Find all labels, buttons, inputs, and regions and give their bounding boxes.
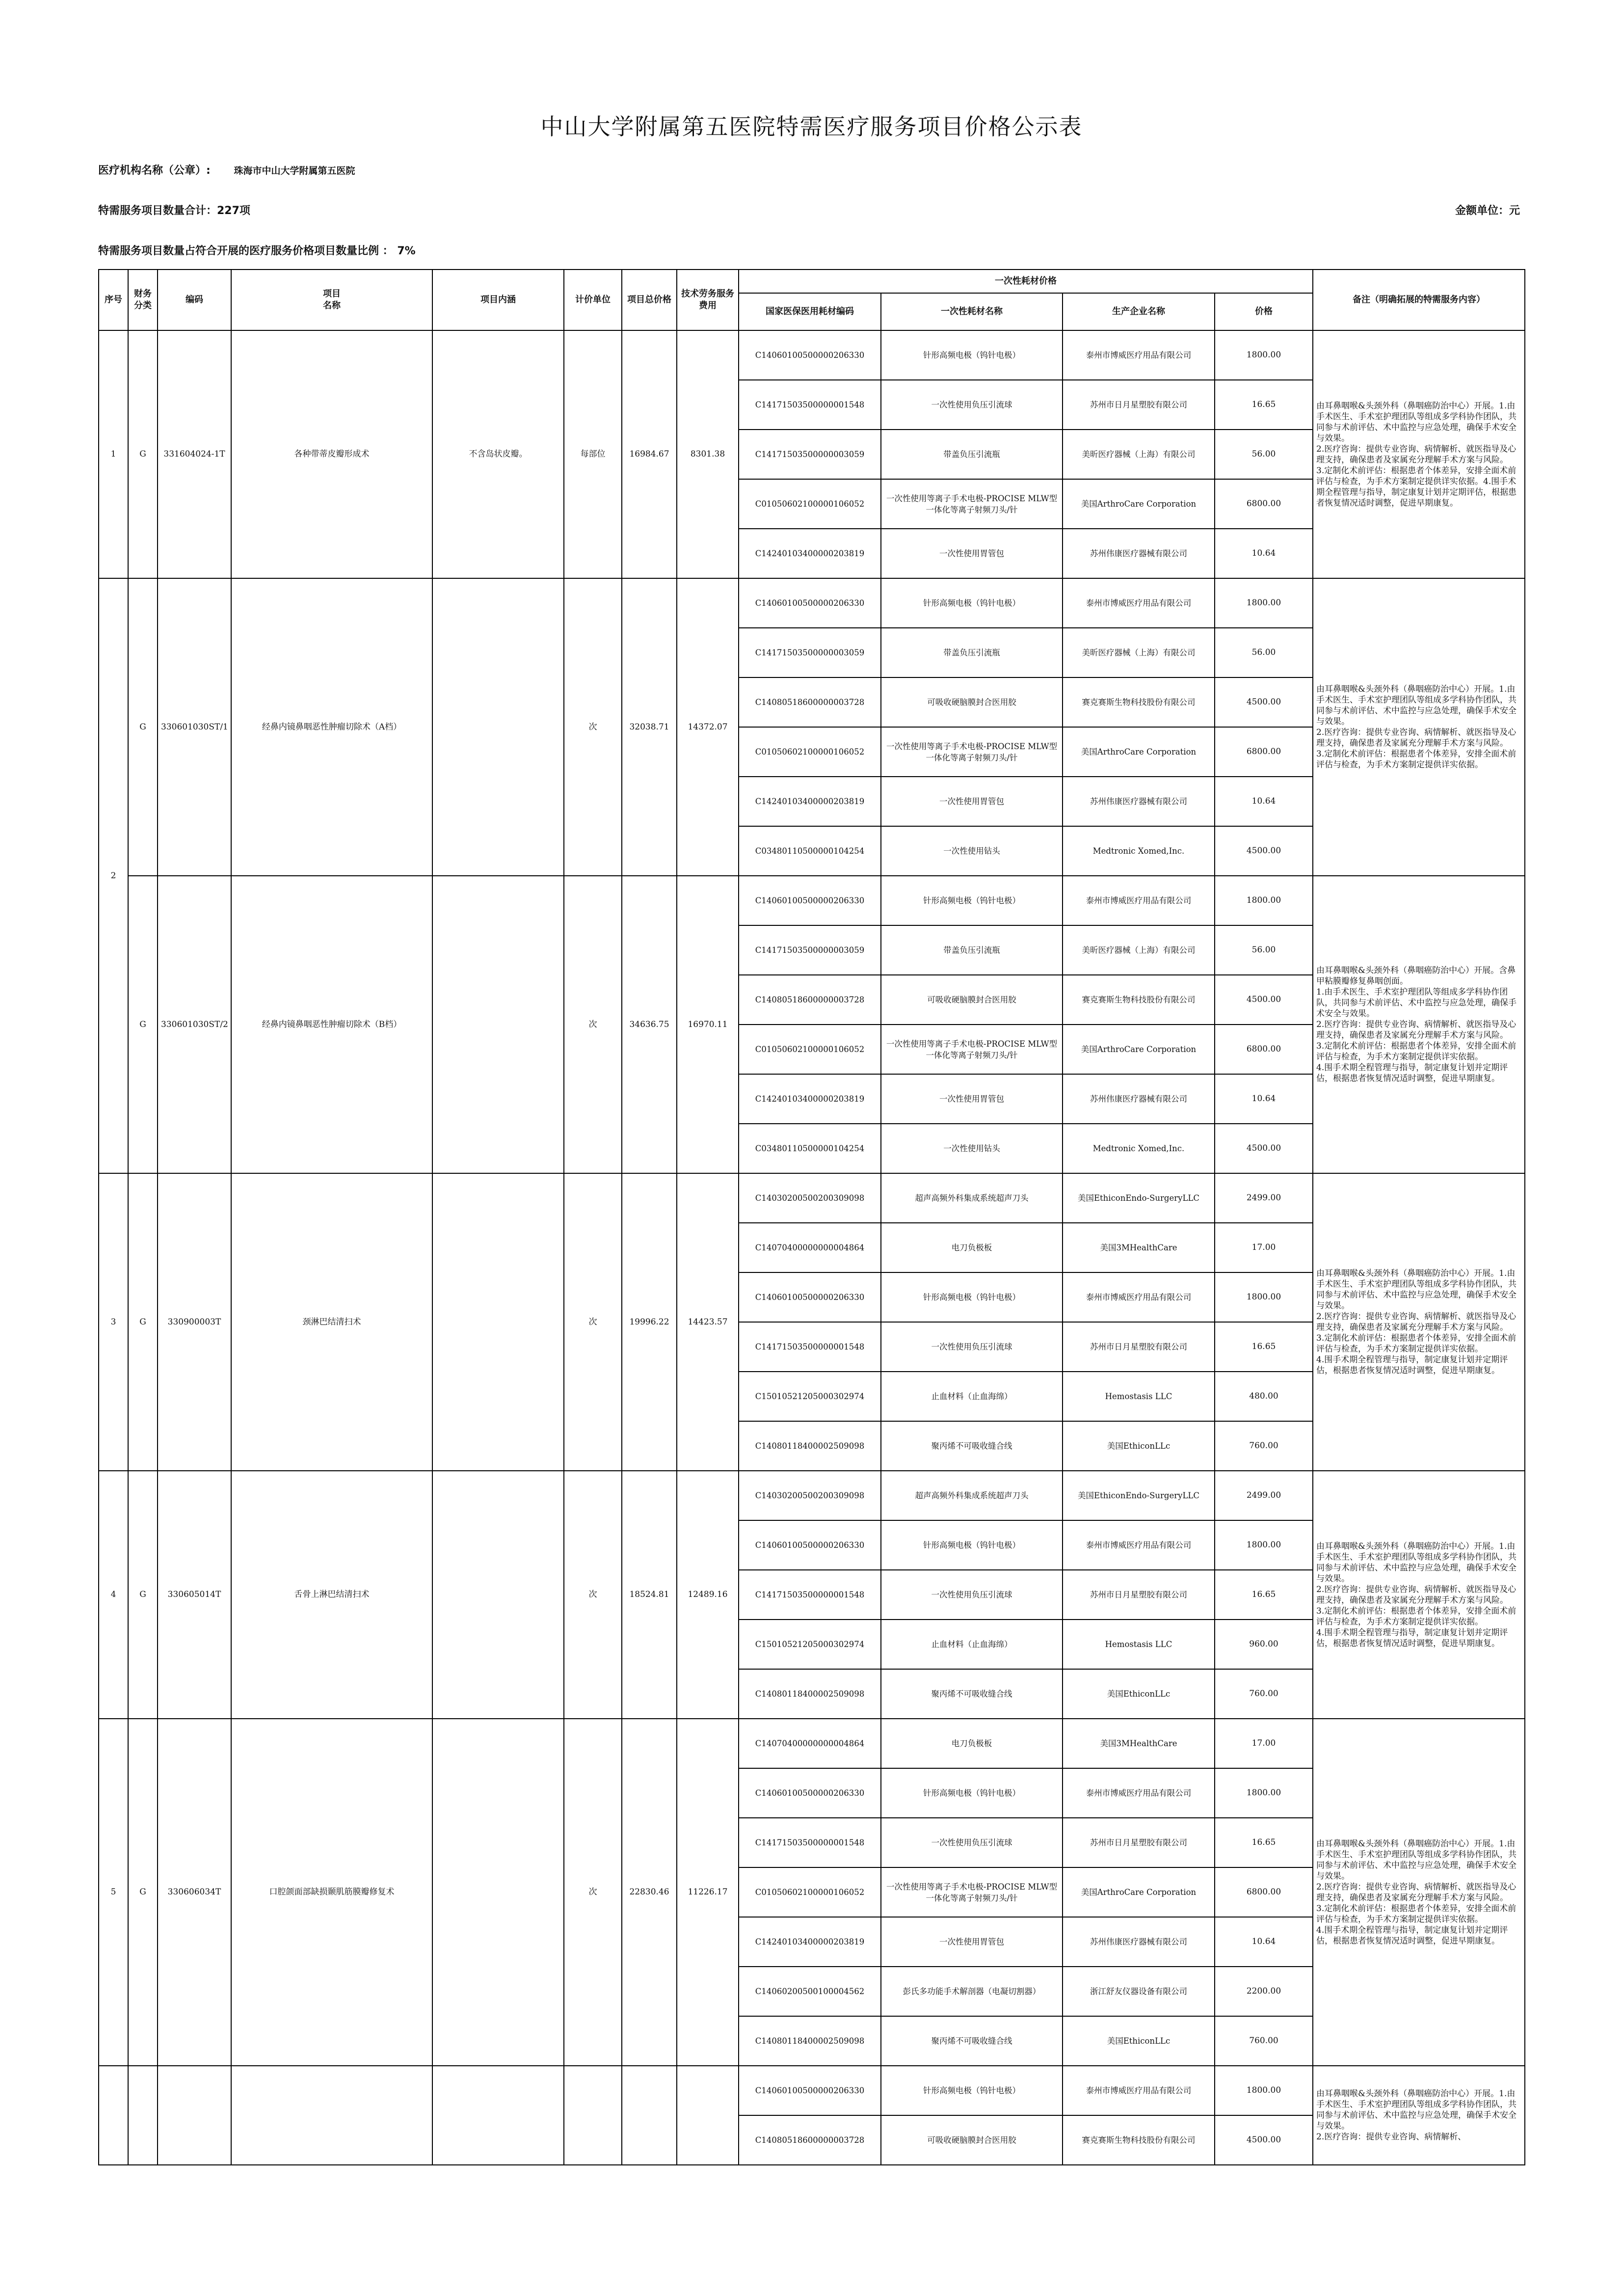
cell-note (1313, 330, 1525, 578)
cell-material-name: 针形高频电极（钨针电极） (881, 578, 1063, 628)
note-text: 由耳鼻咽喉&头颈外科（鼻咽癌防治中心）开展。1.由手术医生、手术室护理团队等组成多学科协作团队，共同参与术前评估、术中监控与应急处理，确保手术安全与效果。 2.医疗咨询：提供专业咨询、病情解析、 (1316, 2089, 1517, 2142)
cell-material-name: 可吸收硬脑膜封合医用胶 (881, 975, 1063, 1025)
cell-material-name: 超声高频外科集成系统超声刀头 (881, 1471, 1063, 1520)
cell-material-name: 针形高频电极（钨针电极） (881, 1272, 1063, 1322)
cell-material-name: 一次性使用胃管包 (881, 1074, 1063, 1124)
cell-material-name: 止血材料（止血海绵） (881, 1620, 1063, 1669)
cell-material-price: 2499.00 (1215, 1471, 1313, 1520)
cell-material-name: 一次性使用负压引流球 (881, 1818, 1063, 1867)
cell-content (432, 1719, 564, 2066)
cell-material-name: 可吸收硬脑膜封合医用胶 (881, 677, 1063, 727)
cell-total: 19996.22 (622, 1173, 677, 1471)
cell-material-price: 56.00 (1215, 430, 1313, 479)
cell-labor (677, 2066, 739, 2165)
price-table (98, 269, 1525, 2165)
institution-label: 医疗机构名称（公章）: (98, 164, 211, 177)
cell-name (231, 2066, 432, 2165)
cell-material-name: 一次性使用负压引流球 (881, 1322, 1063, 1372)
cell-material-price: 6800.00 (1215, 479, 1313, 529)
cell-material-name: 针形高频电极（钨针电极） (881, 330, 1063, 380)
cell-material-price: 16.65 (1215, 1570, 1313, 1620)
cell-manufacturer: 苏州市日月星塑胶有限公司 (1063, 1818, 1215, 1867)
header-content: 项目内涵 (432, 270, 564, 330)
cell-material-code: C14060100500000206330 (739, 2066, 881, 2115)
header-firm: 生产企业名称 (1063, 293, 1215, 330)
cell-manufacturer: Medtronic Xomed,Inc. (1063, 1124, 1215, 1173)
ratio-line: 特需服务项目数量占符合开展的医疗服务价格项目数量比例 ： 7% (98, 245, 416, 257)
cell-unit: 次 (564, 1173, 622, 1471)
cell-fin: G (128, 578, 158, 876)
cell-material-code: C14080118400002509098 (739, 1421, 881, 1471)
cell-manufacturer: 赛克赛斯生物科技股份有限公司 (1063, 2115, 1215, 2165)
cell-material-code: C01050602100000106052 (739, 727, 881, 777)
cell-fin: G (128, 330, 158, 578)
cell-material-price: 17.00 (1215, 1719, 1313, 1768)
cell-material-code: C14060100500000206330 (739, 1272, 881, 1322)
cell-material-price: 16.65 (1215, 1322, 1313, 1372)
cell-labor: 12489.16 (677, 1471, 739, 1719)
currency-unit: 金额单位：元 (1455, 205, 1520, 217)
cell-material-code: C14171503500000001548 (739, 1570, 881, 1620)
cell-manufacturer: 赛克赛斯生物科技股份有限公司 (1063, 677, 1215, 727)
cell-material-name: 超声高频外科集成系统超声刀头 (881, 1173, 1063, 1223)
cell-material-name: 聚丙烯不可吸收缝合线 (881, 1421, 1063, 1471)
cell-manufacturer: 泰州市博威医疗用品有限公司 (1063, 2066, 1215, 2115)
cell-manufacturer: 美国3MHealthCare (1063, 1719, 1215, 1768)
cell-material-code: C14060100500000206330 (739, 578, 881, 628)
header-code: 编码 (158, 270, 231, 330)
cell-material-price: 56.00 (1215, 628, 1313, 677)
cell-fin: G (128, 876, 158, 1173)
institution-line (98, 162, 355, 177)
cell-material-code: C14240103400000203819 (739, 1917, 881, 1967)
cell-name: 舌骨上淋巴结清扫术 (231, 1471, 432, 1719)
header-labor: 技术劳务服务费用 (677, 270, 739, 330)
cell-total (622, 2066, 677, 2165)
cell-name: 经鼻内镜鼻咽恶性肿瘤切除术（A档） (231, 578, 432, 876)
cell-code (158, 2066, 231, 2165)
header-seq: 序号 (99, 270, 128, 330)
cell-name: 颈淋巴结清扫术 (231, 1173, 432, 1471)
cell-material-name: 带盖负压引流瓶 (881, 925, 1063, 975)
cell-unit: 每部位 (564, 330, 622, 578)
cell-material-name: 可吸收硬脑膜封合医用胶 (881, 2115, 1063, 2165)
cell-material-price: 4500.00 (1215, 2115, 1313, 2165)
header-mcode: 国家医保医用耗材编码 (739, 293, 881, 330)
cell-fin: G (128, 1471, 158, 1719)
cell-fin: G (128, 1719, 158, 2066)
cell-manufacturer: 苏州市日月星塑胶有限公司 (1063, 380, 1215, 430)
cell-labor: 14372.07 (677, 578, 739, 876)
cell-note (1313, 2066, 1525, 2165)
cell-material-code: C14080518600000003728 (739, 677, 881, 727)
cell-material-code: C14080118400002509098 (739, 2016, 881, 2066)
cell-material-name: 一次性使用胃管包 (881, 529, 1063, 578)
cell-unit (564, 2066, 622, 2165)
cell-note (1313, 1471, 1525, 1719)
cell-material-name: 彭氏多功能手术解剖器（电凝切割器） (881, 1967, 1063, 2016)
cell-material-price: 56.00 (1215, 925, 1313, 975)
cell-code: 330900003T (158, 1173, 231, 1471)
cell-name: 经鼻内镜鼻咽恶性肿瘤切除术（B档） (231, 876, 432, 1173)
cell-labor: 16970.11 (677, 876, 739, 1173)
cell-labor: 8301.38 (677, 330, 739, 578)
cell-manufacturer: Medtronic Xomed,Inc. (1063, 826, 1215, 876)
cell-material-code: C14171503500000003059 (739, 925, 881, 975)
table-row (99, 2066, 1525, 2115)
cell-material-price: 1800.00 (1215, 2066, 1313, 2115)
cell-total: 32038.71 (622, 578, 677, 876)
cell-total: 34636.75 (622, 876, 677, 1173)
cell-unit: 次 (564, 1719, 622, 2066)
cell-manufacturer: 苏州伟康医疗器械有限公司 (1063, 1917, 1215, 1967)
header-name-text: 项目 名称 (323, 289, 341, 311)
cell-seq: 4 (99, 1471, 128, 1719)
cell-material-name: 针形高频电极（钨针电极） (881, 2066, 1063, 2115)
cell-material-code: C14080518600000003728 (739, 2115, 881, 2165)
cell-material-price: 1800.00 (1215, 1768, 1313, 1818)
cell-fin: G (128, 1173, 158, 1471)
cell-manufacturer: 苏州伟康医疗器械有限公司 (1063, 777, 1215, 826)
cell-material-price: 6800.00 (1215, 1025, 1313, 1074)
cell-material-code: C01050602100000106052 (739, 1025, 881, 1074)
cell-manufacturer: 美国EthiconLLc (1063, 1421, 1215, 1471)
cell-material-price: 6800.00 (1215, 727, 1313, 777)
cell-manufacturer: 美国EthiconLLc (1063, 1669, 1215, 1719)
cell-manufacturer: 美国ArthroCare Corporation (1063, 727, 1215, 777)
cell-manufacturer: 美昕医疗器械（上海）有限公司 (1063, 628, 1215, 677)
note-text: 由耳鼻咽喉&头颈外科（鼻咽癌防治中心）开展。1.由手术医生、手术室护理团队等组成多学科协作团队，共同参与术前评估、术中监控与应急处理，确保手术安全与效果。 2.医疗咨询：提供专业咨询、病情解析、就医指导及心理支持，确保患者及家属充分理解手术方案与风险。 3.定制化术前评估：根据患者个体差异，安排全面术前评估与检查，为手术方案制定提供详实依据。 4.围手术期全程管理与指导，制定康复计划并定期评估，根据患者恢复情况适时调整，促进早期康复。 (1316, 1838, 1517, 1946)
cell-material-name: 聚丙烯不可吸收缝合线 (881, 1669, 1063, 1719)
cell-content: 不含岛状皮瓣。 (432, 330, 564, 578)
cell-material-code: C14030200500200309098 (739, 1173, 881, 1223)
cell-manufacturer: 泰州市博威医疗用品有限公司 (1063, 1520, 1215, 1570)
cell-total: 18524.81 (622, 1471, 677, 1719)
cell-manufacturer: 美国EthiconEndo-SurgeryLLC (1063, 1173, 1215, 1223)
cell-material-name: 一次性使用等离子手术电极-PROCISE MLW型一体化等离子射频刀头/针 (881, 1025, 1063, 1074)
cell-manufacturer: 美国ArthroCare Corporation (1063, 1867, 1215, 1917)
cell-material-price: 1800.00 (1215, 876, 1313, 925)
cell-material-code: C14171503500000001548 (739, 380, 881, 430)
page-title: 中山大学附属第五医院特需医疗服务项目价格公示表 (540, 113, 1083, 140)
cell-material-code: C03480110500000104254 (739, 826, 881, 876)
header-name (231, 270, 432, 330)
note-text: 由耳鼻咽喉&头颈外科（鼻咽癌防治中心）开展。1.由手术医生、手术室护理团队等组成多学科协作团队，共同参与术前评估、术中监控与应急处理，确保手术安全与效果。 2.医疗咨询：提供专业咨询、病情解析、就医指导及心理支持，确保患者及家属充分理解手术方案与风险。 3.定制化术前评估：根据患者个体差异，安排全面术前评估与检查，为手术方案制定提供详实依据。 (1316, 684, 1517, 770)
note-text: 由耳鼻咽喉&头颈外科（鼻咽癌防治中心）开展。1.由手术医生、手术室护理团队等组成多学科协作团队，共同参与术前评估、术中监控与应急处理，确保手术安全与效果。 2.医疗咨询：提供专业咨询、病情解析、就医指导及心理支持，确保患者及家属充分理解手术方案与风险。 3.定制化术前评估：根据患者个体差异，安排全面术前评估与检查，为手术方案制定提供详实依据。4.围手术期全程管理与指导，制定康复计划并定期评估，根据患者恢复情况适时调整，促进早期康复。 (1316, 401, 1517, 508)
cell-material-price: 17.00 (1215, 1223, 1313, 1272)
cell-code: 330605014T (158, 1471, 231, 1719)
cell-material-code: C14060100500000206330 (739, 1520, 881, 1570)
cell-material-price: 2499.00 (1215, 1173, 1313, 1223)
cell-material-code: C14080118400002509098 (739, 1669, 881, 1719)
cell-material-code: C14060200500100004562 (739, 1967, 881, 2016)
cell-material-code: C15010521205000302974 (739, 1620, 881, 1669)
cell-content (432, 578, 564, 876)
cell-material-code: C14060100500000206330 (739, 1768, 881, 1818)
cell-total: 22830.46 (622, 1719, 677, 2066)
cell-material-name: 电刀负极板 (881, 1719, 1063, 1768)
header-total: 项目总价格 (622, 270, 677, 330)
cell-material-name: 一次性使用等离子手术电极-PROCISE MLW型一体化等离子射频刀头/针 (881, 1867, 1063, 1917)
total-count: 特需服务项目数量合计：227项 (98, 205, 250, 217)
cell-manufacturer: Hemostasis LLC (1063, 1372, 1215, 1421)
cell-seq (99, 2066, 128, 2165)
cell-manufacturer: 赛克赛斯生物科技股份有限公司 (1063, 975, 1215, 1025)
cell-material-price: 4500.00 (1215, 826, 1313, 876)
cell-manufacturer: Hemostasis LLC (1063, 1620, 1215, 1669)
cell-material-name: 一次性使用胃管包 (881, 777, 1063, 826)
cell-material-code: C15010521205000302974 (739, 1372, 881, 1421)
cell-material-code: C14240103400000203819 (739, 777, 881, 826)
header-consumables: 一次性耗材价格 (739, 270, 1313, 293)
cell-material-name: 一次性使用钻头 (881, 826, 1063, 876)
cell-material-name: 一次性使用等离子手术电极-PROCISE MLW型一体化等离子射频刀头/针 (881, 727, 1063, 777)
cell-name: 口腔颌面部缺损颞肌筋膜瓣修复术 (231, 1719, 432, 2066)
cell-manufacturer: 美国ArthroCare Corporation (1063, 479, 1215, 529)
cell-material-name: 带盖负压引流瓶 (881, 628, 1063, 677)
cell-manufacturer: 泰州市博威医疗用品有限公司 (1063, 330, 1215, 380)
cell-material-price: 1800.00 (1215, 578, 1313, 628)
table-row (99, 1471, 1525, 1520)
cell-material-name: 止血材料（止血海绵） (881, 1372, 1063, 1421)
cell-manufacturer: 苏州市日月星塑胶有限公司 (1063, 1570, 1215, 1620)
cell-total: 16984.67 (622, 330, 677, 578)
cell-material-code: C14030200500200309098 (739, 1471, 881, 1520)
cell-material-price: 4500.00 (1215, 677, 1313, 727)
cell-manufacturer: 泰州市博威医疗用品有限公司 (1063, 1768, 1215, 1818)
cell-material-code: C14171503500000001548 (739, 1818, 881, 1867)
table-row (99, 1719, 1525, 1768)
cell-manufacturer: 美国3MHealthCare (1063, 1223, 1215, 1272)
cell-manufacturer: 美国EthiconEndo-SurgeryLLC (1063, 1471, 1215, 1520)
cell-labor: 14423.57 (677, 1173, 739, 1471)
cell-material-name: 带盖负压引流瓶 (881, 430, 1063, 479)
cell-material-code: C01050602100000106052 (739, 479, 881, 529)
cell-note (1313, 578, 1525, 876)
cell-material-price: 10.64 (1215, 1917, 1313, 1967)
cell-manufacturer: 泰州市博威医疗用品有限公司 (1063, 1272, 1215, 1322)
cell-manufacturer: 泰州市博威医疗用品有限公司 (1063, 578, 1215, 628)
header-unit: 计价单位 (564, 270, 622, 330)
table-row (99, 876, 1525, 925)
cell-content (432, 2066, 564, 2165)
note-text: 由耳鼻咽喉&头颈外科（鼻咽癌防治中心）开展。1.由手术医生、手术室护理团队等组成多学科协作团队，共同参与术前评估、术中监控与应急处理，确保手术安全与效果。 2.医疗咨询：提供专业咨询、病情解析、就医指导及心理支持，确保患者及家属充分理解手术方案与风险。 3.定制化术前评估：根据患者个体差异，安排全面术前评估与检查，为手术方案制定提供详实依据。 4.围手术期全程管理与指导，制定康复计划并定期评估，根据患者恢复情况适时调整，促进早期康复。 (1316, 1541, 1517, 1648)
cell-note (1313, 1173, 1525, 1471)
cell-note (1313, 876, 1525, 1173)
cell-manufacturer: 美昕医疗器械（上海）有限公司 (1063, 925, 1215, 975)
cell-material-price: 4500.00 (1215, 1124, 1313, 1173)
cell-material-code: C14080518600000003728 (739, 975, 881, 1025)
cell-material-code: C03480110500000104254 (739, 1124, 881, 1173)
cell-manufacturer: 苏州市日月星塑胶有限公司 (1063, 1322, 1215, 1372)
cell-material-name: 一次性使用负压引流球 (881, 380, 1063, 430)
cell-material-name: 针形高频电极（钨针电极） (881, 876, 1063, 925)
institution-name: 珠海市中山大学附属第五医院 (234, 165, 355, 176)
note-text: 由耳鼻咽喉&头颈外科（鼻咽癌防治中心）开展。1.由手术医生、手术室护理团队等组成多学科协作团队，共同参与术前评估、术中监控与应急处理，确保手术安全与效果。 2.医疗咨询：提供专业咨询、病情解析、就医指导及心理支持，确保患者及家属充分理解手术方案与风险。 3.定制化术前评估：根据患者个体差异，安排全面术前评估与检查，为手术方案制定提供详实依据。 4.围手术期全程管理与指导，制定康复计划并定期评估，根据患者恢复情况适时调整，促进早期康复。 (1316, 1269, 1517, 1376)
cell-material-code: C14240103400000203819 (739, 1074, 881, 1124)
cell-code: 330601030ST/2 (158, 876, 231, 1173)
cell-name: 各种带蒂皮瓣形成术 (231, 330, 432, 578)
cell-content (432, 1471, 564, 1719)
table-row (99, 330, 1525, 380)
cell-fin (128, 2066, 158, 2165)
cell-material-price: 10.64 (1215, 1074, 1313, 1124)
cell-manufacturer: 苏州伟康医疗器械有限公司 (1063, 529, 1215, 578)
header-price: 价格 (1215, 293, 1313, 330)
cell-material-code: C14240103400000203819 (739, 529, 881, 578)
cell-material-code: C14171503500000003059 (739, 628, 881, 677)
cell-seq: 3 (99, 1173, 128, 1471)
cell-manufacturer: 美国ArthroCare Corporation (1063, 1025, 1215, 1074)
note-text: 由耳鼻咽喉&头颈外科（鼻咽癌防治中心）开展。含鼻甲粘膜瓣修复鼻咽创面。 1.由手术医生、手术室护理团队等组成多学科协作团队，共同参与术前评估、术中监控与应急处理，确保手术安全与效果。 2.医疗咨询：提供专业咨询、病情解析、就医指导及心理支持，确保患者及家属充分理解手术方案与风险。 3.定制化术前评估：根据患者个体差异，安排全面术前评估与检查，为手术方案制定提供详实依据。 4.围手术期全程管理与指导，制定康复计划并定期评估，根据患者恢复情况适时调整，促进早期康复。 (1316, 966, 1517, 1083)
cell-material-name: 针形高频电极（钨针电极） (881, 1520, 1063, 1570)
cell-material-price: 760.00 (1215, 1669, 1313, 1719)
cell-material-price: 10.64 (1215, 529, 1313, 578)
cell-material-code: C14171503500000003059 (739, 430, 881, 479)
table-body (99, 330, 1525, 2165)
cell-material-price: 16.65 (1215, 380, 1313, 430)
cell-material-code: C14070400000000004864 (739, 1719, 881, 1768)
cell-manufacturer: 美国EthiconLLc (1063, 2016, 1215, 2066)
cell-material-name: 针形高频电极（钨针电极） (881, 1768, 1063, 1818)
cell-code: 331604024-1T (158, 330, 231, 578)
cell-content (432, 876, 564, 1173)
cell-unit: 次 (564, 578, 622, 876)
cell-material-code: C14070400000000004864 (739, 1223, 881, 1272)
cell-unit: 次 (564, 876, 622, 1173)
cell-seq: 1 (99, 330, 128, 578)
cell-code: 330601030ST/1 (158, 578, 231, 876)
cell-material-price: 6800.00 (1215, 1867, 1313, 1917)
cell-seq: 5 (99, 1719, 128, 2066)
cell-note (1313, 1719, 1525, 2066)
cell-material-name: 电刀负极板 (881, 1223, 1063, 1272)
cell-material-price: 2200.00 (1215, 1967, 1313, 2016)
cell-material-code: C14060100500000206330 (739, 876, 881, 925)
cell-material-name: 一次性使用负压引流球 (881, 1570, 1063, 1620)
cell-material-code: C14060100500000206330 (739, 330, 881, 380)
cell-material-price: 480.00 (1215, 1372, 1313, 1421)
cell-material-code: C01050602100000106052 (739, 1867, 881, 1917)
cell-material-price: 1800.00 (1215, 1520, 1313, 1570)
cell-manufacturer: 苏州伟康医疗器械有限公司 (1063, 1074, 1215, 1124)
cell-material-code: C14171503500000001548 (739, 1322, 881, 1372)
cell-material-price: 960.00 (1215, 1620, 1313, 1669)
cell-material-price: 4500.00 (1215, 975, 1313, 1025)
cell-material-name: 一次性使用胃管包 (881, 1917, 1063, 1967)
table-row (99, 578, 1525, 628)
cell-material-price: 760.00 (1215, 2016, 1313, 2066)
cell-material-price: 16.65 (1215, 1818, 1313, 1867)
header-fin: 财务分类 (128, 270, 158, 330)
cell-material-price: 1800.00 (1215, 1272, 1313, 1322)
header-note: 备注（明确拓展的特需服务内容） (1313, 270, 1525, 330)
cell-material-name: 一次性使用等离子手术电极-PROCISE MLW型一体化等离子射频刀头/针 (881, 479, 1063, 529)
cell-unit: 次 (564, 1471, 622, 1719)
cell-code: 330606034T (158, 1719, 231, 2066)
cell-material-price: 760.00 (1215, 1421, 1313, 1471)
header-mname: 一次性耗材名称 (881, 293, 1063, 330)
cell-material-price: 1800.00 (1215, 330, 1313, 380)
cell-manufacturer: 美昕医疗器械（上海）有限公司 (1063, 430, 1215, 479)
cell-material-name: 聚丙烯不可吸收缝合线 (881, 2016, 1063, 2066)
cell-manufacturer: 泰州市博威医疗用品有限公司 (1063, 876, 1215, 925)
cell-manufacturer: 浙江舒友仪器设备有限公司 (1063, 1967, 1215, 2016)
cell-content (432, 1173, 564, 1471)
cell-material-price: 10.64 (1215, 777, 1313, 826)
cell-material-name: 一次性使用钻头 (881, 1124, 1063, 1173)
table-row (99, 1173, 1525, 1223)
cell-labor: 11226.17 (677, 1719, 739, 2066)
cell-seq: 2 (99, 578, 128, 1173)
